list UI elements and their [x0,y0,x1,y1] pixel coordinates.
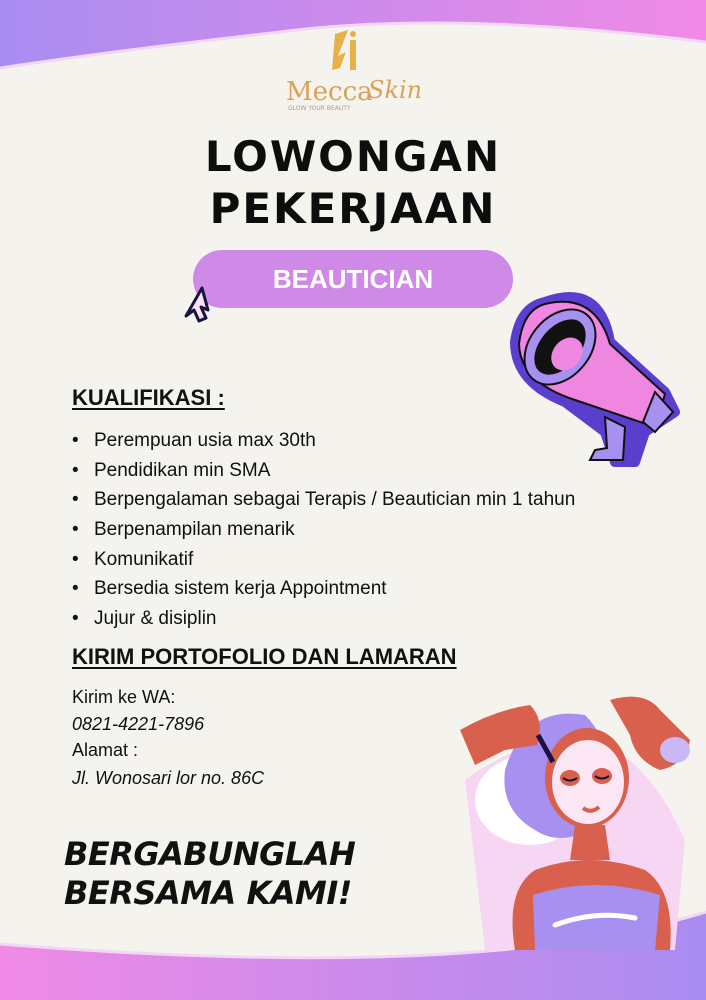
position-badge [193,250,513,308]
cta-line-1: BERGABUNGLAH [64,835,356,873]
position-label: BEAUTICIAN [272,263,434,294]
list-item: • Komunikatif [72,545,575,575]
facial-treatment-illustration [445,690,700,950]
apply-heading: KIRIM PORTOFOLIO DAN LAMARAN [72,644,457,669]
phone-number: 0821-4221-7896 [72,714,205,734]
wa-label: Kirim ke WA: [72,687,176,707]
list-item: • Berpengalaman sebagai Terapis / Beautician min 1 tahun [72,485,575,515]
address: Jl. Wonosari lor no. 86C [72,768,265,788]
list-item: • Berpenampilan menarik [72,515,575,545]
svg-text:Mecca: Mecca [286,77,373,107]
cta-line-2: BERSAMA KAMI! [64,874,352,912]
list-item: • Pendidikan min SMA [72,456,575,486]
svg-text:Skin: Skin [368,76,423,104]
list-item: • Jujur & disiplin [72,604,575,634]
title-line-1: LOWONGAN [204,132,502,181]
qualifications-heading: KUALIFIKASI : [72,385,225,410]
logo-mark-icon [280,28,430,113]
address-label: Alamat : [72,740,139,760]
list-item: • Bersedia sistem kerja Appointment [72,574,575,604]
list-item: • Perempuan usia max 30th [72,426,575,456]
logo [280,28,430,113]
svg-text:GLOW YOUR BEAUTY: GLOW YOUR BEAUTY [288,105,351,112]
cursor-icon [178,284,218,326]
title-line-2: PEKERJAAN [209,184,497,233]
qualifications-list [72,426,575,634]
